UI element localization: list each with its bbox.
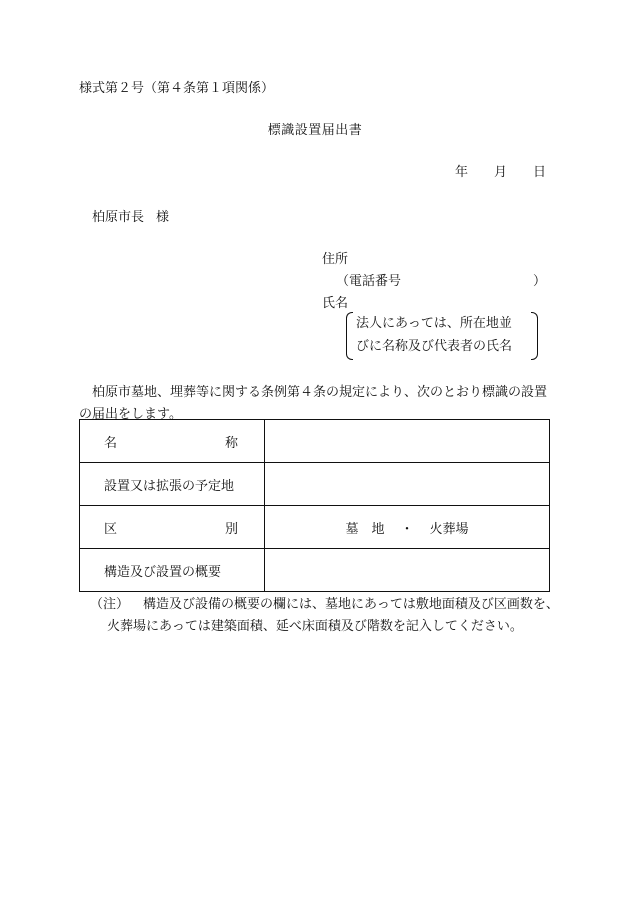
table-row	[80, 549, 550, 592]
date-day-label: 日	[533, 165, 547, 180]
category-option-crematorium[interactable]: 火葬場	[429, 521, 469, 537]
table-row	[80, 463, 550, 506]
right-bracket	[531, 312, 538, 360]
left-bracket	[346, 312, 353, 360]
location-row-label: 設置又は拡張の予定地	[80, 463, 265, 506]
phone-close-paren: ）	[532, 274, 546, 289]
body-paragraph: 柏原市墓地、埋葬等に関する条例第４条の規定により、次のとおり標識の設置の届出をします。	[79, 385, 548, 422]
document-title: 標識設置届出書	[267, 123, 363, 138]
table-row	[80, 420, 550, 463]
application-table	[79, 419, 550, 592]
phone-label: （電話番号	[336, 274, 402, 289]
category-separator: ・	[400, 521, 414, 537]
date-line	[455, 166, 546, 179]
corporate-note-line-1: 法人にあっては、所在地並	[356, 316, 512, 331]
addressee-honorific: 様	[156, 210, 170, 225]
location-row-value[interactable]	[265, 463, 550, 506]
table-row	[80, 506, 550, 549]
corporate-note-line-2: びに名称及び代表者の氏名	[356, 339, 513, 354]
addressee-name: 柏原市長	[92, 210, 145, 225]
form-number: 様式第２号（第４条第１項関係）	[79, 81, 275, 96]
name-label: 氏名	[322, 296, 349, 311]
category-row-value[interactable]	[265, 506, 550, 549]
date-year-label: 年	[455, 165, 469, 180]
name-row-value[interactable]	[265, 420, 550, 463]
phone-line	[336, 275, 546, 288]
note-line-1	[90, 598, 559, 611]
category-option-cemetery[interactable]: 墓 地	[345, 521, 385, 537]
overview-row-value[interactable]	[265, 549, 550, 592]
overview-row-label: 構造及び設置の概要	[80, 549, 265, 592]
note-line-2: 火葬場にあっては建築面積、延べ床面積及び階数を記入してください。	[107, 619, 523, 634]
corporate-note	[346, 312, 538, 360]
note-text-1: 構造及び設備の概要の欄には、墓地にあっては敷地面積及び区画数を、	[143, 597, 559, 612]
addressee	[92, 211, 169, 224]
note-mark: （注）	[90, 597, 130, 612]
name-row-label: 名 称	[80, 420, 265, 463]
address-label: 住所	[322, 252, 349, 267]
date-month-label: 月	[494, 165, 508, 180]
category-row-label: 区 別	[80, 506, 265, 549]
